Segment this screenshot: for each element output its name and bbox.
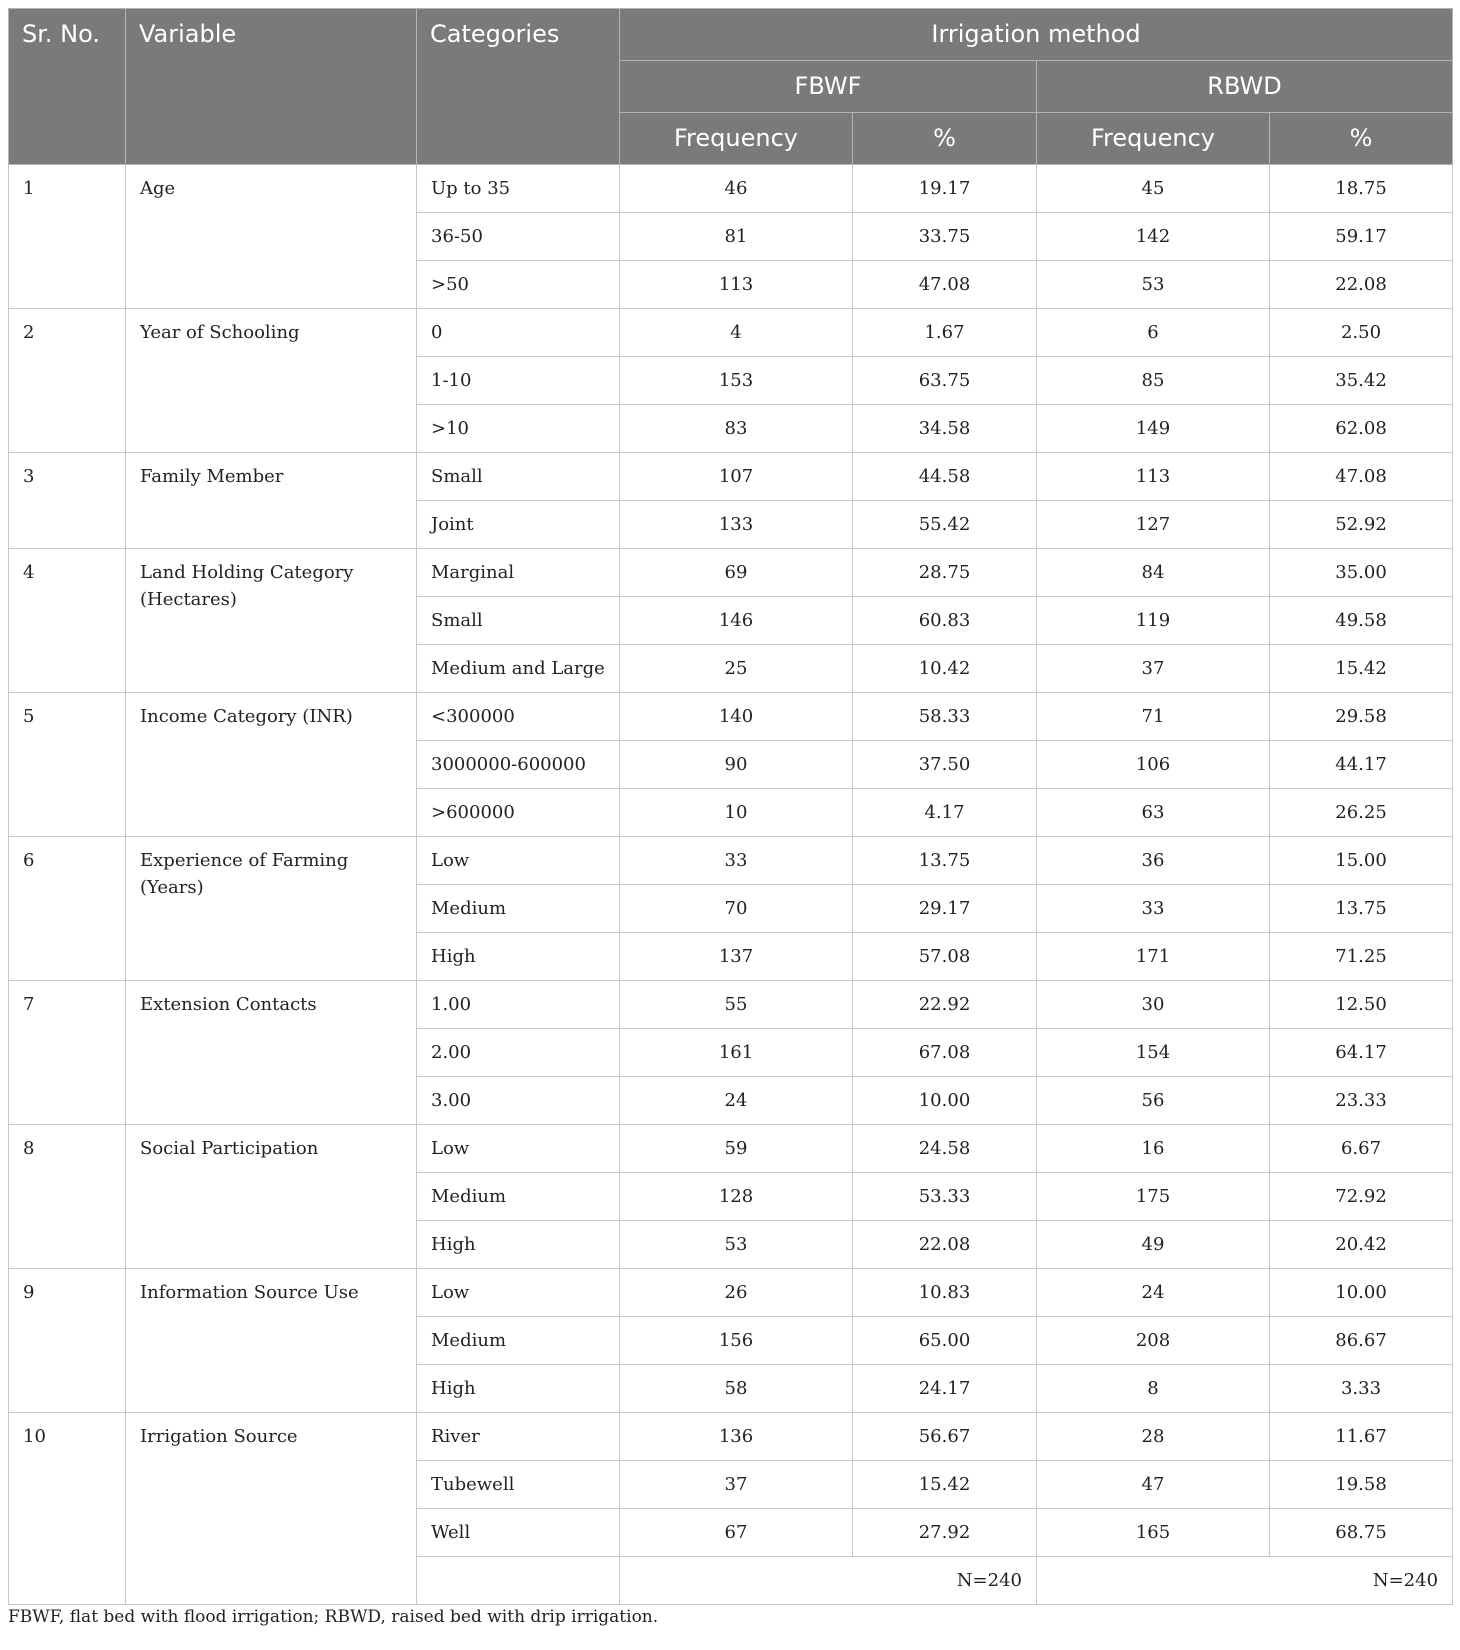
category-cell: Medium bbox=[417, 1173, 620, 1221]
category-cell: 0 bbox=[417, 309, 620, 357]
fbwf-frequency-cell: 128 bbox=[620, 1173, 853, 1221]
fbwf-percent-cell: 29.17 bbox=[853, 885, 1037, 933]
fbwf-percent-cell: 10.42 bbox=[853, 645, 1037, 693]
rbwd-percent-cell: 3.33 bbox=[1270, 1365, 1453, 1413]
rbwd-percent-cell: 13.75 bbox=[1270, 885, 1453, 933]
variable-cell: Information Source Use bbox=[126, 1269, 417, 1413]
rbwd-percent-cell: 52.92 bbox=[1270, 501, 1453, 549]
rbwd-frequency-cell: 106 bbox=[1037, 741, 1270, 789]
table-footnote: FBWF, flat bed with flood irrigation; RBWD, raised bed with drip irrigation. bbox=[8, 1607, 659, 1627]
header-variable: Variable bbox=[126, 9, 417, 165]
fbwf-percent-cell: 22.08 bbox=[853, 1221, 1037, 1269]
fbwf-percent-cell: 55.42 bbox=[853, 501, 1037, 549]
fbwf-percent-cell: 19.17 bbox=[853, 165, 1037, 213]
fbwf-frequency-cell: 67 bbox=[620, 1509, 853, 1557]
fbwf-frequency-cell: 33 bbox=[620, 837, 853, 885]
category-cell: 1.00 bbox=[417, 981, 620, 1029]
fbwf-frequency-cell: 161 bbox=[620, 1029, 853, 1077]
header-fbwf-percent: % bbox=[853, 113, 1037, 165]
fbwf-frequency-cell: 55 bbox=[620, 981, 853, 1029]
rbwd-frequency-cell: 113 bbox=[1037, 453, 1270, 501]
category-cell: >50 bbox=[417, 261, 620, 309]
fbwf-percent-cell: 10.83 bbox=[853, 1269, 1037, 1317]
fbwf-frequency-cell: 90 bbox=[620, 741, 853, 789]
header-group-fbwf: FBWF bbox=[620, 61, 1037, 113]
fbwf-percent-cell: 47.08 bbox=[853, 261, 1037, 309]
category-cell: Small bbox=[417, 597, 620, 645]
fbwf-frequency-cell: 37 bbox=[620, 1461, 853, 1509]
rbwd-frequency-cell: 30 bbox=[1037, 981, 1270, 1029]
sr-no-cell: 9 bbox=[9, 1269, 126, 1413]
fbwf-percent-cell: 33.75 bbox=[853, 213, 1037, 261]
table-row bbox=[9, 309, 1453, 357]
variable-cell: Irrigation Source bbox=[126, 1413, 417, 1605]
fbwf-percent-cell: 27.92 bbox=[853, 1509, 1037, 1557]
rbwd-percent-cell: 72.92 bbox=[1270, 1173, 1453, 1221]
rbwd-percent-cell: 10.00 bbox=[1270, 1269, 1453, 1317]
category-cell: <300000 bbox=[417, 693, 620, 741]
rbwd-percent-cell: 62.08 bbox=[1270, 405, 1453, 453]
category-cell: High bbox=[417, 1221, 620, 1269]
table-body bbox=[9, 165, 1453, 1605]
table-row bbox=[9, 1125, 1453, 1173]
sr-no-cell: 10 bbox=[9, 1413, 126, 1605]
category-cell: Small bbox=[417, 453, 620, 501]
fbwf-frequency-cell: 4 bbox=[620, 309, 853, 357]
header-categories: Categories bbox=[417, 9, 620, 165]
data-table bbox=[8, 8, 1453, 1605]
rbwd-percent-cell: 47.08 bbox=[1270, 453, 1453, 501]
category-cell: Medium and Large bbox=[417, 645, 620, 693]
table-row bbox=[9, 693, 1453, 741]
fbwf-frequency-cell: 53 bbox=[620, 1221, 853, 1269]
header-sr-no: Sr. No. bbox=[9, 9, 126, 165]
fbwf-frequency-cell: 25 bbox=[620, 645, 853, 693]
rbwd-frequency-cell: 142 bbox=[1037, 213, 1270, 261]
rbwd-frequency-cell: 8 bbox=[1037, 1365, 1270, 1413]
rbwd-percent-cell: 22.08 bbox=[1270, 261, 1453, 309]
table-row bbox=[9, 981, 1453, 1029]
variable-cell: Age bbox=[126, 165, 417, 309]
table-header bbox=[9, 9, 1453, 165]
rbwd-percent-cell: 35.00 bbox=[1270, 549, 1453, 597]
fbwf-percent-cell: 67.08 bbox=[853, 1029, 1037, 1077]
header-fbwf-frequency: Frequency bbox=[620, 113, 853, 165]
rbwd-total-cell: N=240 bbox=[1037, 1557, 1453, 1605]
table-row bbox=[9, 1413, 1453, 1461]
category-cell: Low bbox=[417, 837, 620, 885]
fbwf-percent-cell: 44.58 bbox=[853, 453, 1037, 501]
rbwd-frequency-cell: 33 bbox=[1037, 885, 1270, 933]
rbwd-frequency-cell: 85 bbox=[1037, 357, 1270, 405]
fbwf-frequency-cell: 58 bbox=[620, 1365, 853, 1413]
rbwd-frequency-cell: 63 bbox=[1037, 789, 1270, 837]
rbwd-percent-cell: 26.25 bbox=[1270, 789, 1453, 837]
sr-no-cell: 2 bbox=[9, 309, 126, 453]
fbwf-total-cell: N=240 bbox=[620, 1557, 1037, 1605]
header-group-rbwd: RBWD bbox=[1037, 61, 1453, 113]
sr-no-cell: 3 bbox=[9, 453, 126, 549]
category-cell: Joint bbox=[417, 501, 620, 549]
rbwd-frequency-cell: 37 bbox=[1037, 645, 1270, 693]
rbwd-percent-cell: 35.42 bbox=[1270, 357, 1453, 405]
variable-cell: Family Member bbox=[126, 453, 417, 549]
rbwd-frequency-cell: 84 bbox=[1037, 549, 1270, 597]
sr-no-cell: 6 bbox=[9, 837, 126, 981]
rbwd-frequency-cell: 149 bbox=[1037, 405, 1270, 453]
category-cell: High bbox=[417, 933, 620, 981]
table-row bbox=[9, 549, 1453, 597]
table-row bbox=[9, 165, 1453, 213]
sr-no-cell: 8 bbox=[9, 1125, 126, 1269]
rbwd-percent-cell: 19.58 bbox=[1270, 1461, 1453, 1509]
category-cell: Tubewell bbox=[417, 1461, 620, 1509]
fbwf-frequency-cell: 156 bbox=[620, 1317, 853, 1365]
rbwd-percent-cell: 71.25 bbox=[1270, 933, 1453, 981]
rbwd-percent-cell: 18.75 bbox=[1270, 165, 1453, 213]
rbwd-percent-cell: 15.42 bbox=[1270, 645, 1453, 693]
rbwd-percent-cell: 6.67 bbox=[1270, 1125, 1453, 1173]
fbwf-frequency-cell: 140 bbox=[620, 693, 853, 741]
rbwd-percent-cell: 23.33 bbox=[1270, 1077, 1453, 1125]
fbwf-percent-cell: 63.75 bbox=[853, 357, 1037, 405]
fbwf-percent-cell: 37.50 bbox=[853, 741, 1037, 789]
category-cell: >600000 bbox=[417, 789, 620, 837]
rbwd-frequency-cell: 47 bbox=[1037, 1461, 1270, 1509]
category-cell: Medium bbox=[417, 1317, 620, 1365]
rbwd-percent-cell: 49.58 bbox=[1270, 597, 1453, 645]
sr-no-cell: 1 bbox=[9, 165, 126, 309]
fbwf-percent-cell: 13.75 bbox=[853, 837, 1037, 885]
rbwd-frequency-cell: 49 bbox=[1037, 1221, 1270, 1269]
fbwf-frequency-cell: 59 bbox=[620, 1125, 853, 1173]
category-cell: 2.00 bbox=[417, 1029, 620, 1077]
rbwd-frequency-cell: 36 bbox=[1037, 837, 1270, 885]
rbwd-percent-cell: 11.67 bbox=[1270, 1413, 1453, 1461]
table-row bbox=[9, 453, 1453, 501]
rbwd-percent-cell: 15.00 bbox=[1270, 837, 1453, 885]
fbwf-frequency-cell: 46 bbox=[620, 165, 853, 213]
variable-cell: Land Holding Category (Hectares) bbox=[126, 549, 417, 693]
rbwd-percent-cell: 64.17 bbox=[1270, 1029, 1453, 1077]
fbwf-percent-cell: 15.42 bbox=[853, 1461, 1037, 1509]
fbwf-frequency-cell: 26 bbox=[620, 1269, 853, 1317]
variable-cell: Experience of Farming (Years) bbox=[126, 837, 417, 981]
fbwf-frequency-cell: 136 bbox=[620, 1413, 853, 1461]
rbwd-frequency-cell: 6 bbox=[1037, 309, 1270, 357]
rbwd-frequency-cell: 53 bbox=[1037, 261, 1270, 309]
fbwf-frequency-cell: 70 bbox=[620, 885, 853, 933]
header-rbwd-percent: % bbox=[1270, 113, 1453, 165]
category-cell: High bbox=[417, 1365, 620, 1413]
fbwf-percent-cell: 56.67 bbox=[853, 1413, 1037, 1461]
rbwd-frequency-cell: 175 bbox=[1037, 1173, 1270, 1221]
category-cell: 1-10 bbox=[417, 357, 620, 405]
variable-cell: Social Participation bbox=[126, 1125, 417, 1269]
rbwd-percent-cell: 44.17 bbox=[1270, 741, 1453, 789]
category-cell: 36-50 bbox=[417, 213, 620, 261]
header-irrigation-method: Irrigation method bbox=[620, 9, 1453, 61]
category-cell: 3000000-600000 bbox=[417, 741, 620, 789]
fbwf-frequency-cell: 81 bbox=[620, 213, 853, 261]
category-cell: >10 bbox=[417, 405, 620, 453]
category-cell: 3.00 bbox=[417, 1077, 620, 1125]
fbwf-frequency-cell: 83 bbox=[620, 405, 853, 453]
category-cell: Marginal bbox=[417, 549, 620, 597]
fbwf-percent-cell: 10.00 bbox=[853, 1077, 1037, 1125]
rbwd-frequency-cell: 24 bbox=[1037, 1269, 1270, 1317]
sr-no-cell: 4 bbox=[9, 549, 126, 693]
category-cell: Low bbox=[417, 1125, 620, 1173]
category-cell: River bbox=[417, 1413, 620, 1461]
fbwf-percent-cell: 53.33 bbox=[853, 1173, 1037, 1221]
fbwf-frequency-cell: 133 bbox=[620, 501, 853, 549]
fbwf-percent-cell: 28.75 bbox=[853, 549, 1037, 597]
rbwd-frequency-cell: 45 bbox=[1037, 165, 1270, 213]
fbwf-percent-cell: 57.08 bbox=[853, 933, 1037, 981]
variable-cell: Income Category (INR) bbox=[126, 693, 417, 837]
fbwf-percent-cell: 1.67 bbox=[853, 309, 1037, 357]
rbwd-frequency-cell: 71 bbox=[1037, 693, 1270, 741]
fbwf-frequency-cell: 153 bbox=[620, 357, 853, 405]
fbwf-percent-cell: 24.17 bbox=[853, 1365, 1037, 1413]
rbwd-frequency-cell: 171 bbox=[1037, 933, 1270, 981]
fbwf-frequency-cell: 107 bbox=[620, 453, 853, 501]
rbwd-percent-cell: 68.75 bbox=[1270, 1509, 1453, 1557]
category-cell: Up to 35 bbox=[417, 165, 620, 213]
table-row bbox=[9, 1269, 1453, 1317]
rbwd-percent-cell: 20.42 bbox=[1270, 1221, 1453, 1269]
rbwd-percent-cell: 86.67 bbox=[1270, 1317, 1453, 1365]
fbwf-percent-cell: 65.00 bbox=[853, 1317, 1037, 1365]
fbwf-percent-cell: 34.58 bbox=[853, 405, 1037, 453]
fbwf-frequency-cell: 137 bbox=[620, 933, 853, 981]
category-cell: Low bbox=[417, 1269, 620, 1317]
fbwf-frequency-cell: 113 bbox=[620, 261, 853, 309]
table-container bbox=[8, 8, 1452, 1605]
rbwd-frequency-cell: 127 bbox=[1037, 501, 1270, 549]
fbwf-percent-cell: 4.17 bbox=[853, 789, 1037, 837]
totals-blank-cell bbox=[417, 1557, 620, 1605]
fbwf-frequency-cell: 10 bbox=[620, 789, 853, 837]
fbwf-frequency-cell: 24 bbox=[620, 1077, 853, 1125]
table-row bbox=[9, 837, 1453, 885]
fbwf-percent-cell: 24.58 bbox=[853, 1125, 1037, 1173]
fbwf-percent-cell: 58.33 bbox=[853, 693, 1037, 741]
rbwd-frequency-cell: 28 bbox=[1037, 1413, 1270, 1461]
rbwd-percent-cell: 2.50 bbox=[1270, 309, 1453, 357]
fbwf-percent-cell: 22.92 bbox=[853, 981, 1037, 1029]
category-cell: Medium bbox=[417, 885, 620, 933]
fbwf-frequency-cell: 69 bbox=[620, 549, 853, 597]
rbwd-percent-cell: 59.17 bbox=[1270, 213, 1453, 261]
rbwd-percent-cell: 29.58 bbox=[1270, 693, 1453, 741]
variable-cell: Year of Schooling bbox=[126, 309, 417, 453]
rbwd-frequency-cell: 208 bbox=[1037, 1317, 1270, 1365]
rbwd-frequency-cell: 154 bbox=[1037, 1029, 1270, 1077]
sr-no-cell: 7 bbox=[9, 981, 126, 1125]
fbwf-frequency-cell: 146 bbox=[620, 597, 853, 645]
rbwd-frequency-cell: 119 bbox=[1037, 597, 1270, 645]
header-rbwd-frequency: Frequency bbox=[1037, 113, 1270, 165]
category-cell: Well bbox=[417, 1509, 620, 1557]
variable-cell: Extension Contacts bbox=[126, 981, 417, 1125]
sr-no-cell: 5 bbox=[9, 693, 126, 837]
rbwd-frequency-cell: 56 bbox=[1037, 1077, 1270, 1125]
rbwd-frequency-cell: 165 bbox=[1037, 1509, 1270, 1557]
rbwd-percent-cell: 12.50 bbox=[1270, 981, 1453, 1029]
fbwf-percent-cell: 60.83 bbox=[853, 597, 1037, 645]
rbwd-frequency-cell: 16 bbox=[1037, 1125, 1270, 1173]
